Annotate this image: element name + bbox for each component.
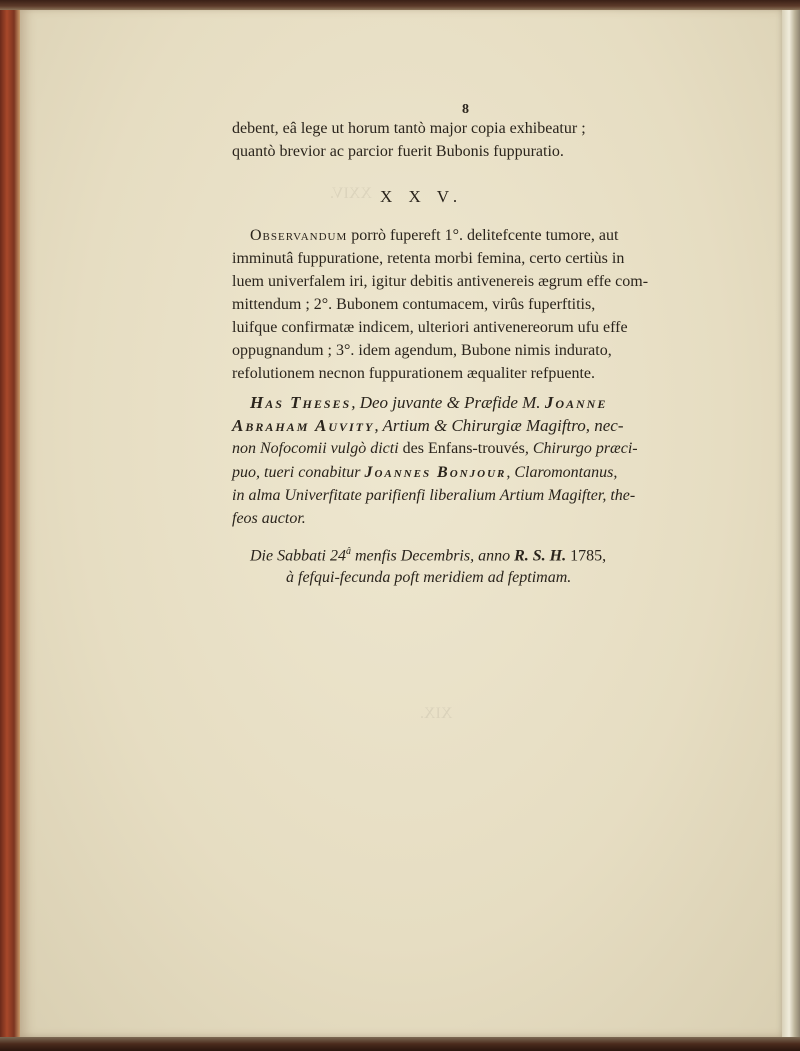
observation-text: porrò fupereft 1°. delitefcente tumore, aut [347,227,619,244]
date-year: 1785, [566,547,607,565]
observation-line: luifque confirmatæ indicem, ulteriori antivenereorum ufu effe [232,319,628,336]
section-heading: X X V. [380,187,464,206]
body-line: debent, eâ lege ut horum tantò major copia exhibeatur ; [232,120,586,137]
page-edge-right [782,0,800,1051]
observation-line: mittendum ; 2°. Bubonem contumacem, virûs fuperftitis, [232,296,596,313]
date-text: Die Sabbati 24 [250,547,346,565]
theses-line [232,416,624,436]
observation-line: imminutâ fuppuratione, retenta morbi femina, certo certiùs in [232,250,625,267]
hospital-name: des Enfans-trouvés [402,440,525,457]
candidate-name: Joannes Bonjour [364,464,507,481]
theses-line: feos auctor. [232,510,306,527]
theses-line: in alma Univerfitate parifienfi liberalium Artium Magifter, the- [232,487,636,504]
theses-lead: Has Theses [250,393,352,412]
theses-text: , Claromontanus, [506,464,618,481]
date-line: à fefqui-fecunda poft meridiem ad feptimam. [286,569,572,586]
theses-text: , Artium & Chirurgiæ Magiftro, nec- [374,416,624,435]
theses-text: , Chirurgo præci- [524,440,638,457]
book-page [20,8,784,1038]
theses-text: , Deo juvante & Præfide M. [351,393,545,412]
date-superscript: â [346,546,351,557]
book-top-edge [0,0,800,10]
body-line: quantò brevior ac parcior fuerit Bubonis fuppuratio. [232,143,564,160]
theses-text: non Nofocomii vulgò dicti [232,440,403,457]
theses-line [232,440,638,458]
bleed-through-text: XIX. [420,705,453,722]
book-bottom-edge [0,1037,800,1051]
date-line [250,546,606,565]
observation-line: oppugnandum ; 3°. idem agendum, Bubone nimis indurato, [232,342,612,359]
observation-line: refolutionem necnon fuppurationem æqualiter refpuente. [232,365,595,382]
president-name: Abraham Auvity [232,416,375,435]
date-abbrev: R. S. H. [514,547,567,565]
book-spine-left [0,0,20,1051]
theses-line [250,393,607,413]
observation-line [250,227,618,245]
bleed-through-text: XXIV. [330,185,372,202]
observation-line: luem univerfalem iri, igitur debitis antivenereis ægrum effe com- [232,273,649,290]
theses-text: puo, tueri conabitur [232,464,365,481]
president-name: Joanne [544,393,608,412]
lead-word: Observandum [250,227,348,244]
date-text: menfis Decembris, anno [351,547,515,565]
page-number: 8 [462,102,469,117]
theses-line [232,464,617,482]
